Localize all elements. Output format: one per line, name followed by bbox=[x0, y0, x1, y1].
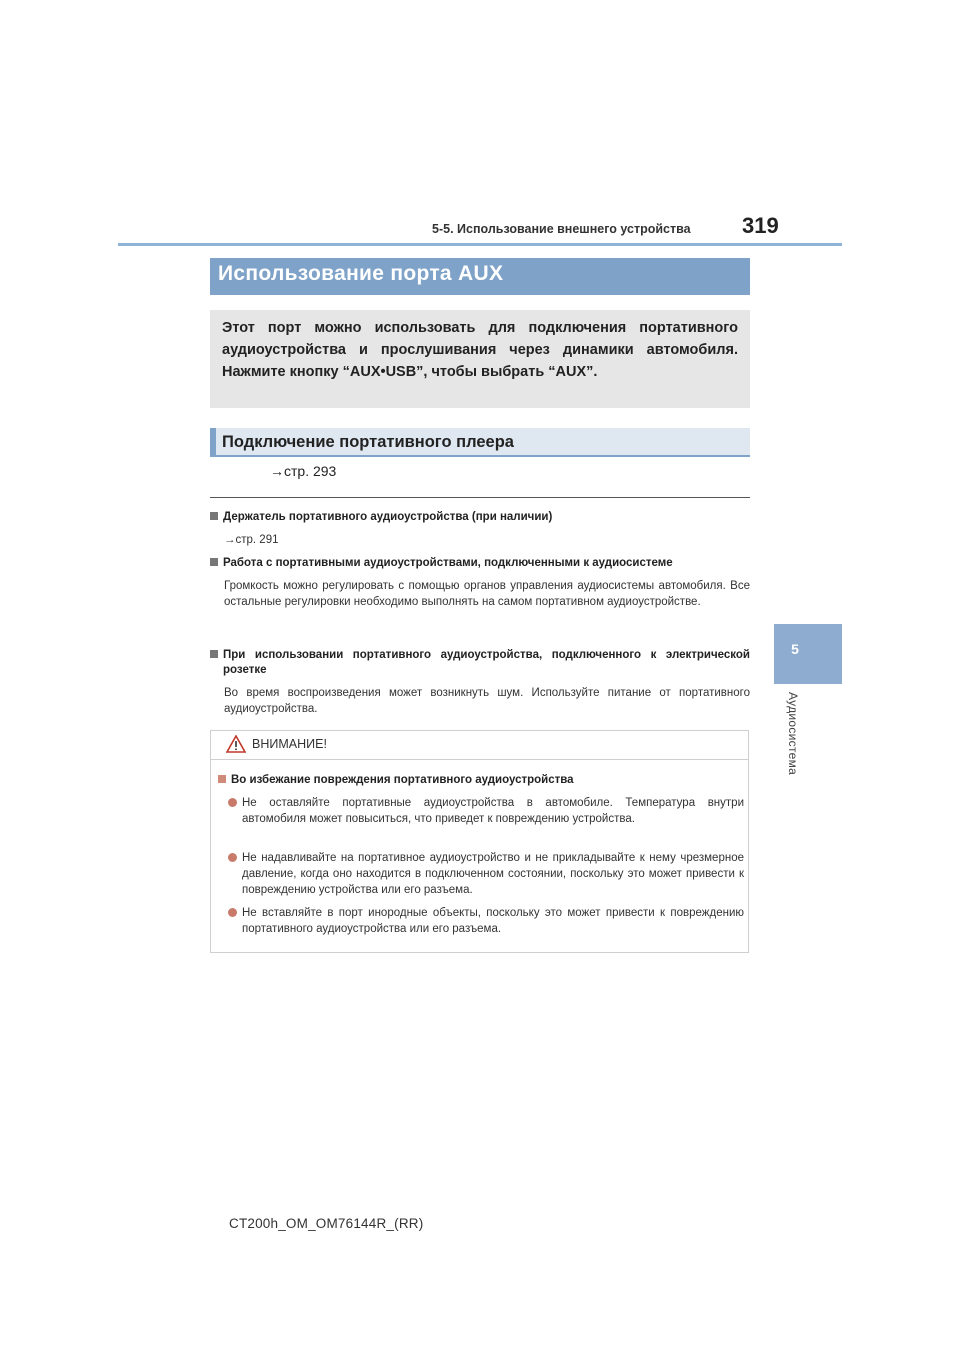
warning-item-text: Не оставляйте портативные аудиоустройства в автомобиле. Температура внутри автомобиля может повыситься, что приведет к повреждению устройства. bbox=[242, 797, 744, 825]
square-bullet-icon bbox=[218, 775, 226, 783]
page-reference: →стр. 293 bbox=[270, 463, 337, 479]
note-heading: Работа с портативными аудиоустройствами, подключенными к аудиосистеме bbox=[223, 557, 673, 569]
warning-title: ВНИМАНИЕ! bbox=[252, 737, 327, 751]
header-divider bbox=[118, 243, 842, 246]
warning-heading-row bbox=[218, 773, 574, 788]
note-body: →стр. 291 bbox=[224, 534, 279, 546]
note-body: Громкость можно регулировать с помощью органов управления аудиосистемы автомобиля. Все остальные регулировки необходимо выполнять на самом портативном аудиоустройстве. bbox=[224, 580, 750, 608]
round-bullet-icon bbox=[228, 908, 237, 917]
note-item bbox=[210, 510, 750, 548]
square-bullet-icon bbox=[210, 512, 218, 520]
document-code: CT200h_OM_OM76144R_(RR) bbox=[229, 1216, 424, 1231]
page-number: 319 bbox=[742, 213, 779, 238]
notes-divider bbox=[210, 497, 750, 498]
note-heading: Держатель портативного аудиоустройства (при наличии) bbox=[223, 511, 553, 523]
warning-item bbox=[228, 850, 744, 898]
warning-item bbox=[228, 905, 744, 937]
chapter-number: 5 bbox=[791, 641, 799, 657]
warning-heading: Во избежание повреждения портативного аудиоустройства bbox=[231, 774, 574, 786]
note-heading: При использовании портативного аудиоустройства, подключенного к электрической розетке bbox=[223, 649, 750, 676]
note-body: Во время воспроизведения может возникнуть шум. Используйте питание от портативного аудиоустройства. bbox=[224, 687, 750, 715]
note-item bbox=[210, 556, 750, 610]
round-bullet-icon bbox=[228, 798, 237, 807]
warning-item-text: Не вставляйте в порт инородные объекты, поскольку это может привести к повреждению портативного аудиоустройства или его разъема. bbox=[242, 907, 744, 935]
warning-triangle-icon bbox=[226, 735, 246, 758]
round-bullet-icon bbox=[228, 853, 237, 862]
intro-text: Этот порт можно использовать для подключения портативного аудиоустройства и прослушивания через динамики автомобиля. Нажмите кнопку “AUX•USB”, чтобы выбрать “AUX”. bbox=[222, 320, 738, 380]
square-bullet-icon bbox=[210, 558, 218, 566]
square-bullet-icon bbox=[210, 650, 218, 658]
warning-divider bbox=[211, 759, 748, 760]
warning-item-text: Не надавливайте на портативное аудиоустройство и не прикладывайте к нему чрезмерное давление, когда оно находится в подключенном состоянии, поскольку это может привести к повреждению устройства или его разъема. bbox=[242, 852, 744, 896]
section-title: 5-5. Использование внешнего устройства bbox=[432, 222, 691, 236]
subsection-title: Подключение портативного плеера bbox=[222, 433, 514, 451]
page-title: Использование порта AUX bbox=[218, 262, 504, 285]
note-item bbox=[210, 648, 750, 717]
warning-item bbox=[228, 795, 744, 827]
subsection-underline bbox=[210, 455, 750, 457]
chapter-label: Аудиосистема bbox=[786, 692, 800, 776]
